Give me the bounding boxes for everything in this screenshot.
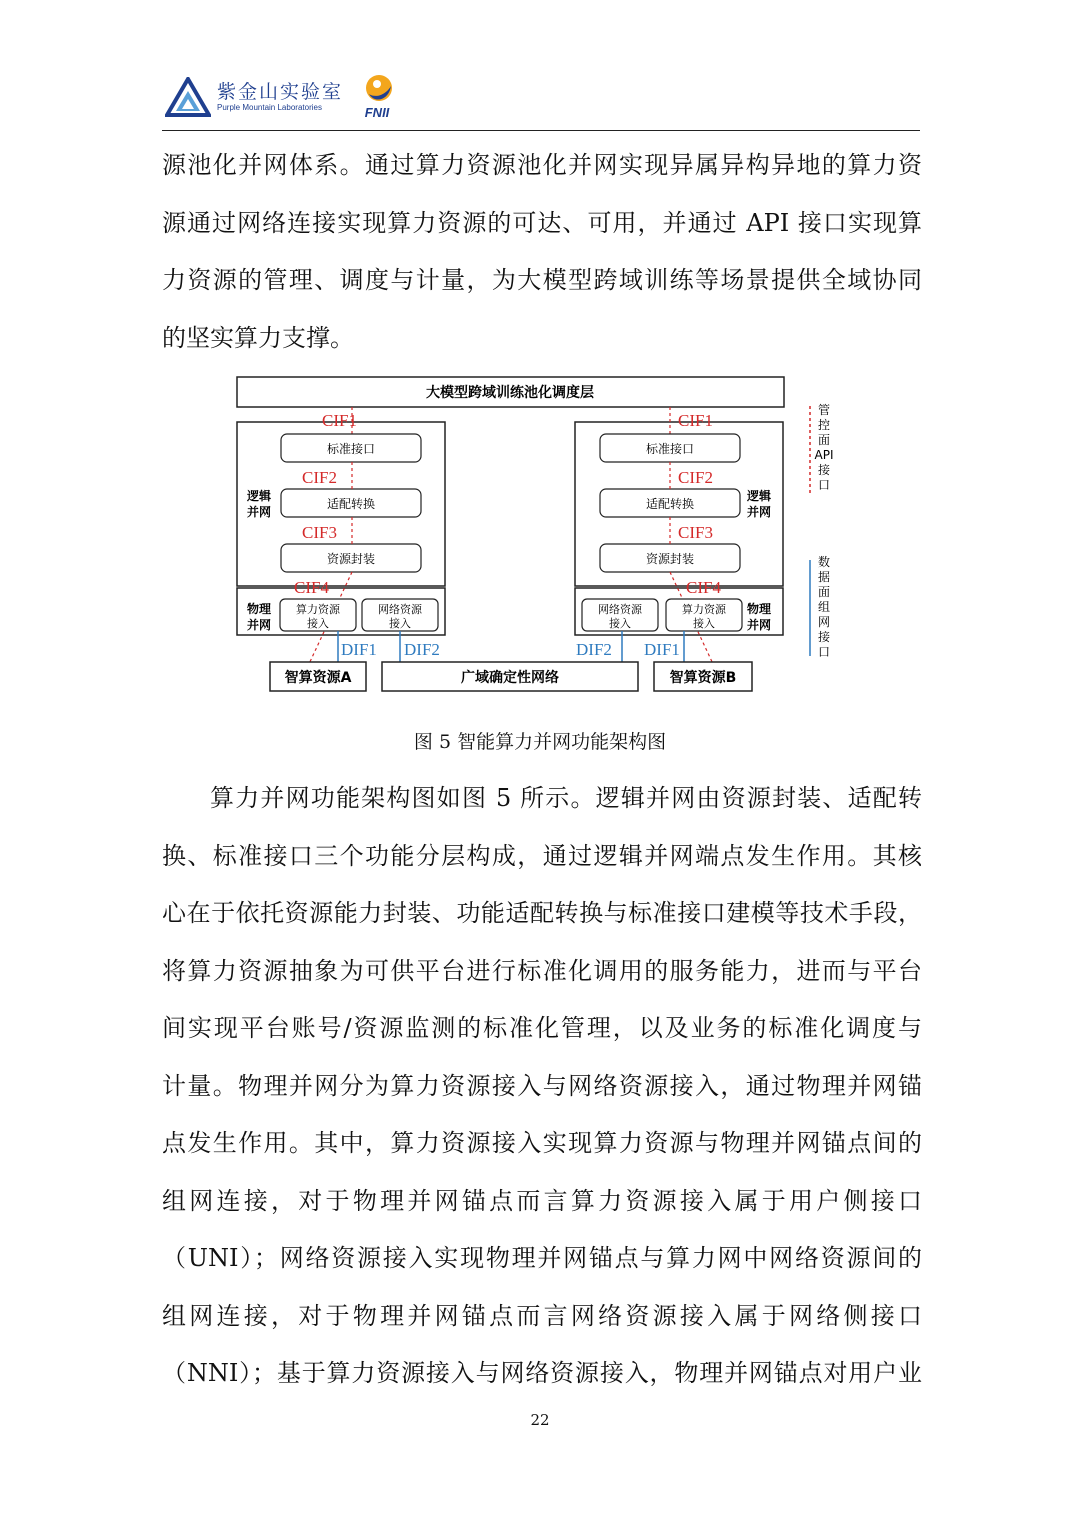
right-dif2-label: DIF2 [576, 640, 612, 659]
fnii-logo [355, 74, 399, 120]
right-adapt-label: 适配转换 [645, 497, 695, 511]
left-physical-label-2: 并网 [247, 618, 272, 632]
data-legend-char: 面 [817, 585, 831, 599]
resource-a-label: 智算资源A [284, 670, 352, 686]
left-logical-label-1: 逻辑 [247, 489, 272, 503]
right-cif4-label: CIF4 [686, 578, 721, 597]
left-cif4-label: CIF4 [294, 578, 329, 597]
wan-label: 广域确定性网络 [461, 670, 559, 686]
right-network-access-label-1: 网络资源 [598, 603, 642, 616]
text-line: 源通过网络连接实现算力资源的可达、可用，并通过 API 接口实现算 [162, 208, 922, 237]
data-legend-char: 组 [817, 600, 831, 614]
text-line: 的坚实算力支撑。 [162, 323, 354, 352]
header-divider [162, 130, 920, 131]
mgmt-legend-char: 控 [817, 418, 831, 432]
right-cif1-label: CIF1 [678, 411, 713, 430]
architecture-diagram [236, 376, 846, 696]
org-name-cn: 紫金山实验室 [217, 81, 344, 103]
right-standard-interface-label: 标准接口 [645, 442, 695, 456]
paragraph-bottom [162, 770, 922, 1403]
text-line: 力资源的管理、调度与计量，为大模型跨域训练等场景提供全域协同 [162, 266, 922, 294]
mgmt-legend-char: 管 [817, 403, 831, 417]
left-compute-access-label-1: 算力资源 [296, 603, 340, 616]
left-dif1-label: DIF1 [341, 640, 377, 659]
right-physical-label-2: 并网 [747, 618, 772, 632]
text-line: 算力并网功能架构图如图 5 所示。逻辑并网由资源封装、适配转 [210, 784, 922, 812]
left-physical-label-1: 物理 [247, 602, 272, 616]
left-cif1-label: CIF1 [322, 411, 357, 430]
text-line: （UNI）；网络资源接入实现物理并网锚点与算力网中网络资源间的 [162, 1244, 922, 1272]
left-cif2-label: CIF2 [302, 468, 337, 487]
text-line: 换、标准接口三个功能分层构成，通过逻辑并网端点发生作用。其核 [162, 841, 922, 870]
paragraph-top [162, 137, 922, 367]
right-cif2-label: CIF2 [678, 468, 713, 487]
org-name [217, 81, 343, 113]
right-logical-label-1: 逻辑 [747, 489, 772, 503]
data-legend-char: 接 [817, 630, 831, 644]
resource-b-label: 智算资源B [669, 670, 737, 686]
mgmt-legend-char: 口 [817, 478, 831, 492]
text-line: 源池化并网体系。通过算力资源池化并网实现异属异构异地的算力资 [162, 151, 922, 179]
data-legend-char: 据 [817, 570, 831, 584]
left-network-access-label-2: 接入 [389, 617, 411, 630]
data-legend-char: 数 [817, 555, 831, 569]
mgmt-legend-char: API [814, 448, 834, 462]
text-line: 计量。物理并网分为算力资源接入与网络资源接入，通过物理并网锚 [162, 1071, 922, 1100]
right-cif3-label: CIF3 [678, 523, 713, 542]
text-line: 点发生作用。其中，算力资源接入实现算力资源与物理并网锚点间的 [162, 1129, 922, 1157]
org-name-en: Purple Mountain Laboratories [217, 103, 322, 112]
data-legend-char: 网 [817, 615, 831, 629]
right-network-access-label-2: 接入 [609, 617, 631, 630]
text-line: 间实现平台账号/资源监测的标准化管理，以及业务的标准化调度与 [162, 1014, 922, 1042]
mgmt-legend-char: 面 [817, 433, 831, 447]
left-network-access-label-1: 网络资源 [378, 603, 422, 616]
text-line: （NNI）；基于算力资源接入与网络资源接入，物理并网锚点对用户业 [162, 1359, 922, 1387]
mgmt-legend-char: 接 [817, 463, 831, 477]
right-compute-access-label-2: 接入 [693, 617, 715, 630]
page-number: 22 [530, 1411, 550, 1429]
header-logo-group [165, 74, 399, 120]
text-line: 组网连接，对于物理并网锚点而言网络资源接入属于网络侧接口 [162, 1301, 922, 1330]
data-legend-char: 口 [817, 645, 831, 659]
right-logical-label-2: 并网 [747, 505, 772, 519]
left-compute-access-label-2: 接入 [307, 617, 329, 630]
text-line: 心在于依托资源能力封装、功能适配转换与标准接口建模等技术手段， [162, 899, 922, 927]
text-line: 组网连接，对于物理并网锚点而言算力资源接入属于用户侧接口 [162, 1186, 922, 1215]
right-physical-label-1: 物理 [747, 602, 772, 616]
text-line: 将算力资源抽象为可供平台进行标准化调用的服务能力，进而与平台 [162, 956, 922, 985]
data-plane-legend [818, 554, 830, 659]
right-wrap-label: 资源封装 [645, 552, 695, 566]
left-cif3-label: CIF3 [302, 523, 337, 542]
right-compute-access-label-1: 算力资源 [682, 603, 726, 616]
fnii-emblem-icon [355, 74, 399, 108]
left-wrap-label: 资源封装 [326, 552, 376, 566]
right-dif1-label: DIF1 [644, 640, 680, 659]
mgmt-api-legend [815, 403, 834, 492]
top-layer-label: 大模型跨域训练池化调度层 [426, 385, 594, 401]
figure-caption: 图 5 智能算力并网功能架构图 [413, 731, 667, 753]
left-adapt-label: 适配转换 [326, 497, 376, 511]
purple-mountain-logo-icon [165, 77, 211, 117]
left-dif2-label: DIF2 [404, 640, 440, 659]
left-standard-interface-label: 标准接口 [326, 442, 376, 456]
left-logical-label-2: 并网 [247, 505, 272, 519]
fnii-wordmark: FNII [364, 105, 390, 120]
